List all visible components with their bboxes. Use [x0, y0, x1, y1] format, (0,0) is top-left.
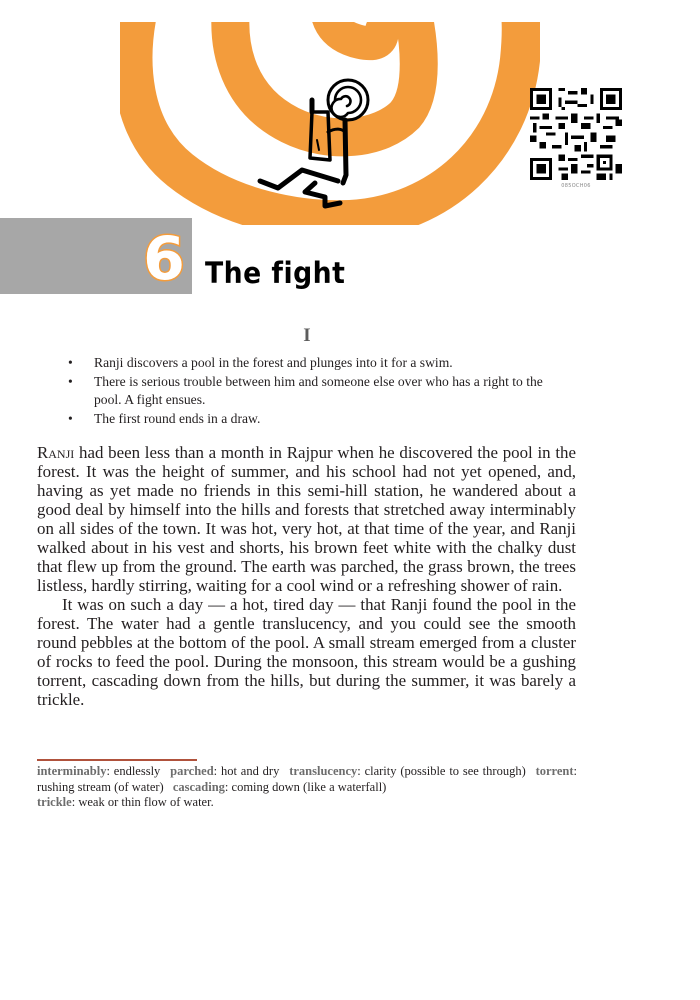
summary-item: • There is serious trouble between him and someone else over who has a right to the pool. A fight ensues. — [68, 374, 543, 407]
drop-name: Ranji — [37, 443, 75, 462]
summary-item: • The first round ends in a draw. — [68, 411, 261, 426]
chapter-summary-list — [62, 354, 562, 429]
story-body — [37, 443, 576, 709]
glossary-entry: parched: hot and dry — [170, 764, 280, 778]
bullet-icon: • — [68, 411, 73, 426]
spiral-reader-illustration — [120, 0, 540, 225]
summary-item: • Ranji discovers a pool in the forest and plunges into it for a swim. — [68, 355, 453, 370]
bullet-icon: • — [68, 355, 73, 370]
qr-code[interactable] — [530, 88, 622, 180]
glossary — [37, 764, 577, 811]
paragraph-1: Ranji had been less than a month in Rajpur when he discovered the pool in the forest. It was the height of summer, and his school had not yet opened, and, having as yet made no friends in this semi-hill station, he wandered about a good deal by himself into the hills and forests that stretched away interminably on all sides of the town. It was hot, very hot, at that time of the year, and Ranji walked about in his vest and shorts, his brown feet white with the chalky dust that flew up from the ground. The earth was parched, the grass brown, the trees listless, hardly stirring, waiting for a cool wind or a refreshing shower of rain. — [37, 443, 576, 595]
qr-code-label: 085OCH06 — [561, 183, 591, 189]
glossary-entry: torrent: rushing stream (of water) — [37, 764, 578, 794]
paragraph-2: It was on such a day — a hot, tired day — that Ranji found the pool in the forest. The water had a gentle translucency, and you could see the smooth round pebbles at the bottom of the pool. A small stream emerged from a cluster of rocks to feed the pool. During the monsoon, this stream would be a gushing torrent, cascading down from the hills, but during the summer, it was barely a trickle. — [37, 595, 576, 709]
glossary-entry: translucency: clarity (possible to see through) — [289, 764, 526, 778]
glossary-entry: cascading: coming down (like a waterfall) — [172, 779, 387, 794]
footnote-rule — [37, 759, 197, 761]
chapter-title: The fight — [205, 256, 346, 290]
chapter-number — [138, 226, 190, 286]
bullet-icon: • — [68, 374, 73, 389]
glossary-entry: interminably: endlessly — [37, 764, 161, 778]
glossary-entry: trickle: weak or thin flow of water. — [37, 795, 214, 809]
svg-text:6: 6 — [143, 226, 185, 286]
section-numeral: I — [303, 325, 311, 346]
